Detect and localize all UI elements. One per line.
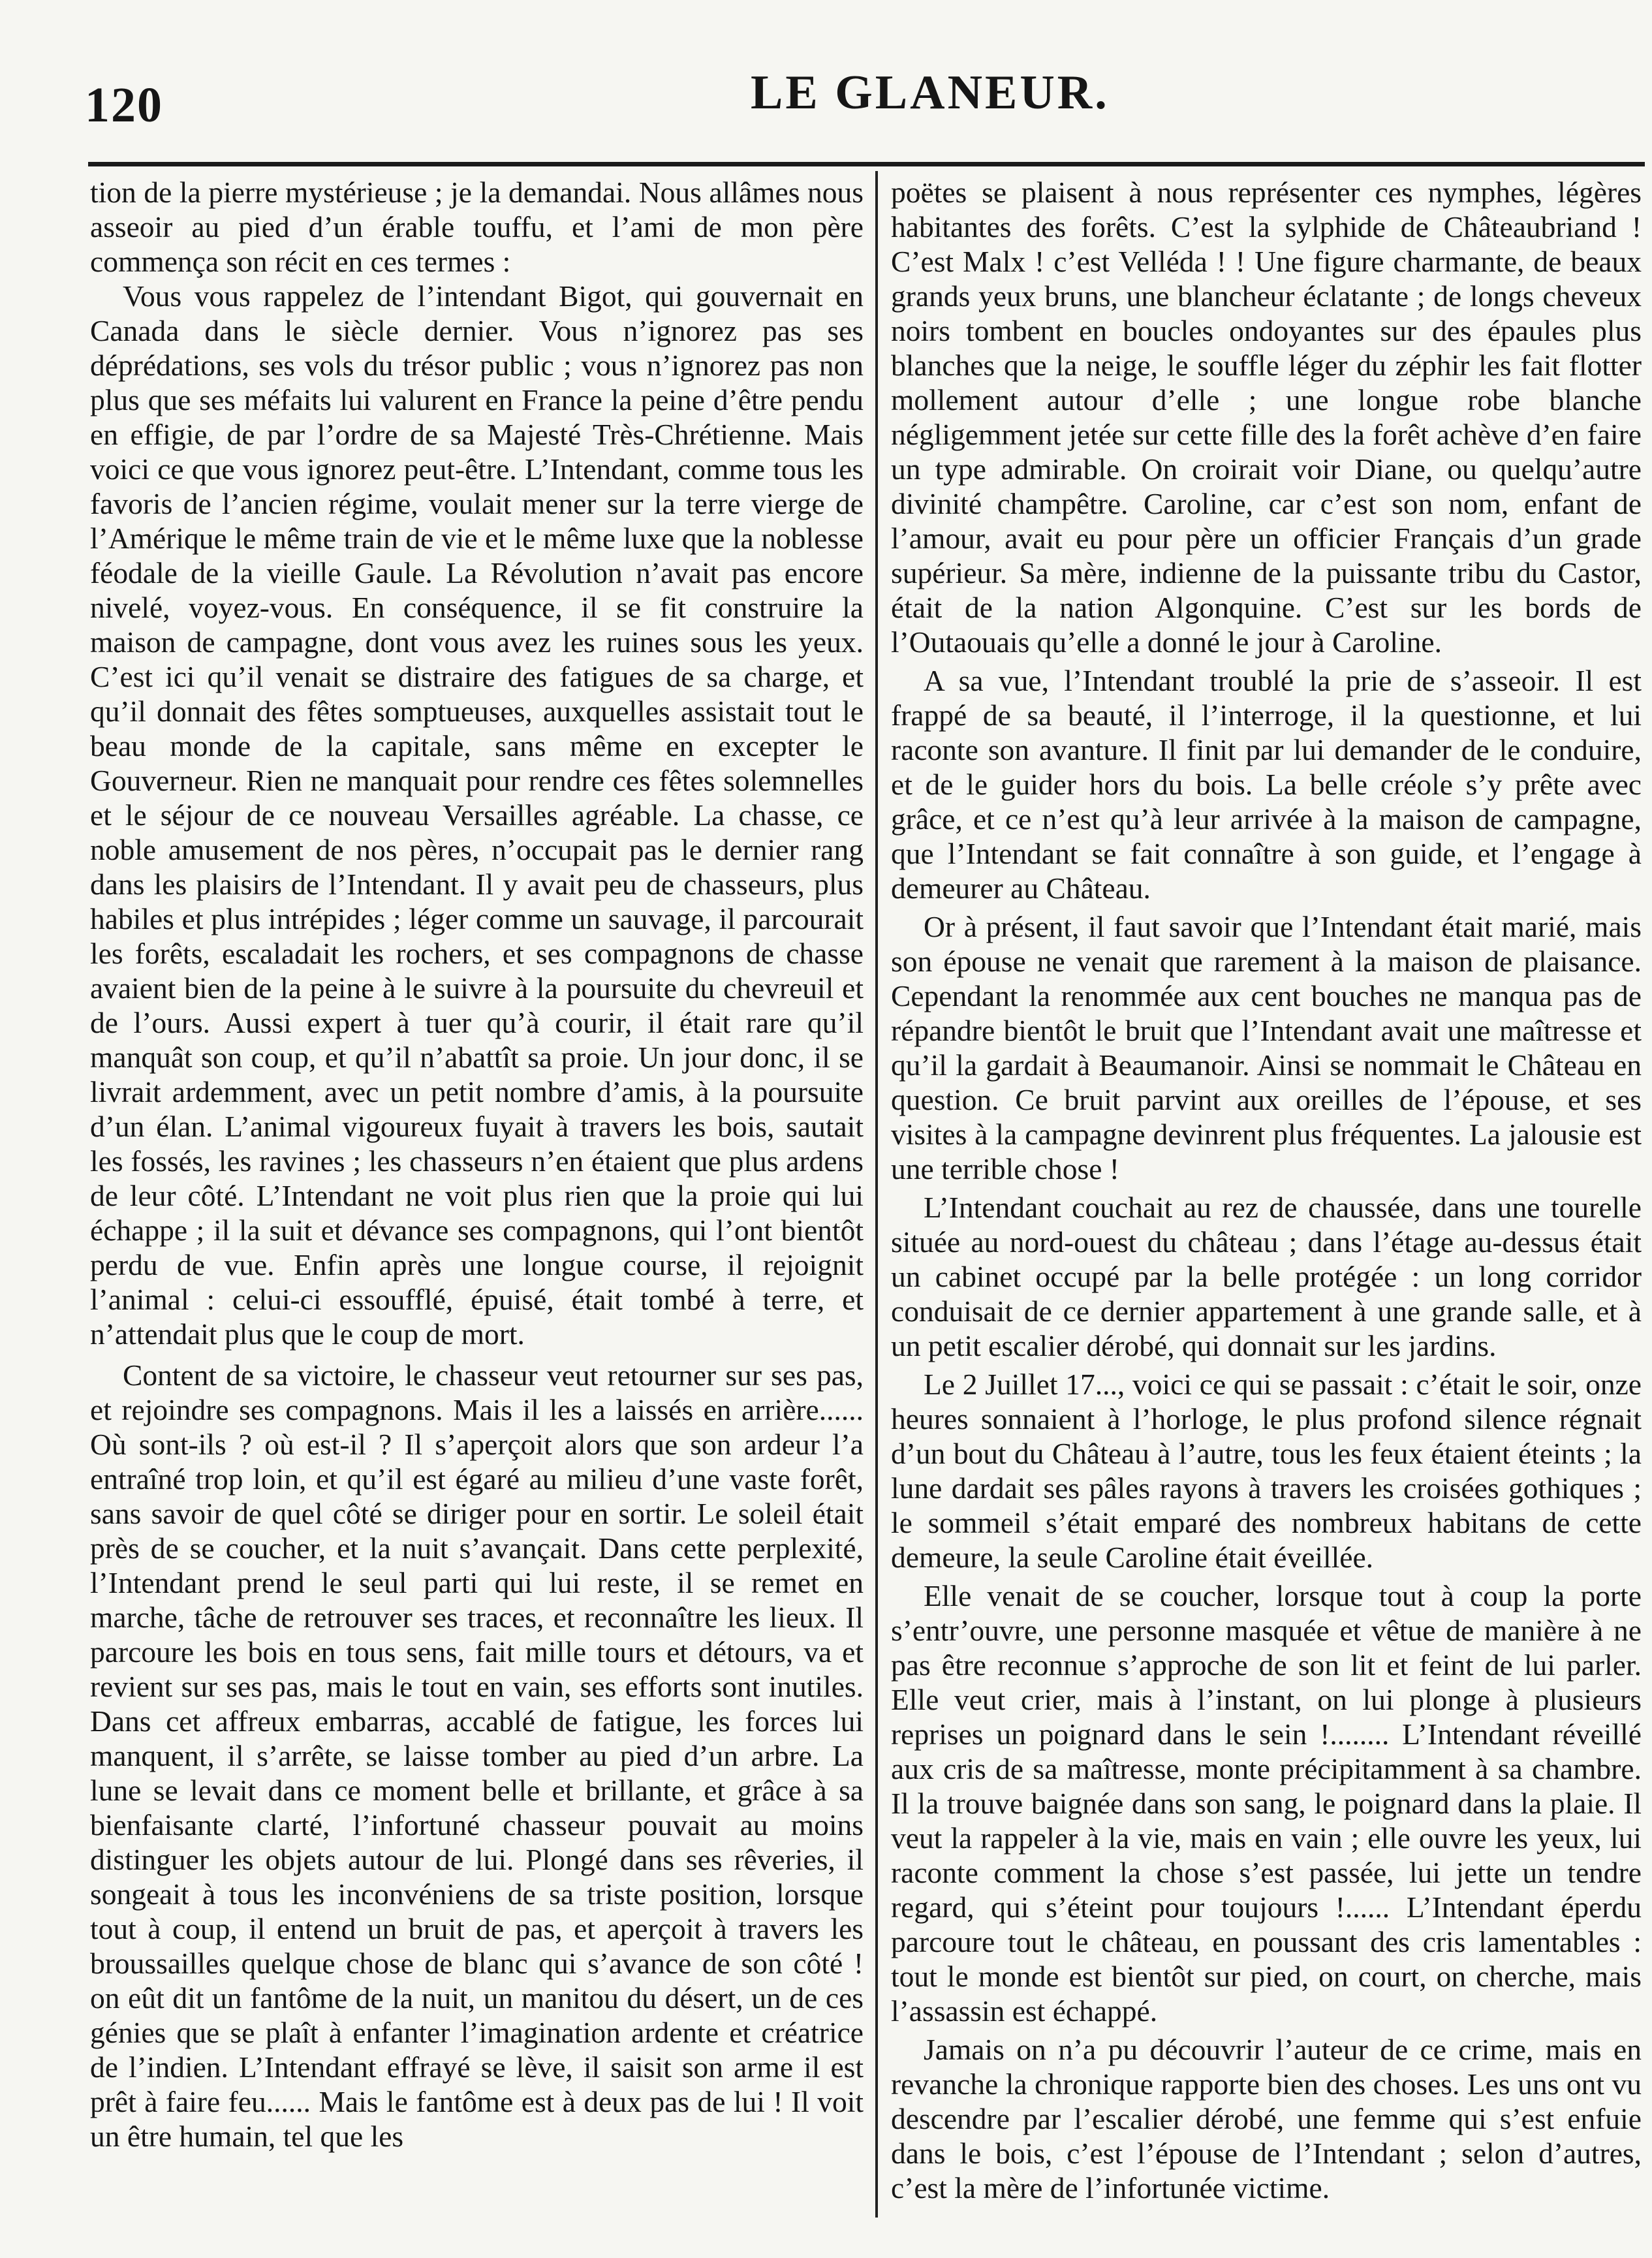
running-title: LE GLANEUR. (751, 66, 1110, 119)
paragraph-continued: tion de la pierre mystérieuse ; je la demandai. Nous allâmes nous asseoir au pied d’un érable touffu, et l’ami de mon père commença son récit en ces termes : (90, 176, 864, 278)
left-column (90, 175, 864, 2154)
page-number: 120 (85, 78, 163, 133)
paragraph: Or à présent, il faut savoir que l’Intendant était marié, mais son épouse ne venait que rarement à la maison de plaisance. Cependant la renommée aux cent bouches ne manqua pas de répandre bientôt le bruit que l’Intendant avait une maîtresse et qu’il la gardait à Beaumanoir. Ainsi se nommait le Château en question. Ce bruit parvint aux oreilles de l’épouse, et ses visites à la campagne devinrent plus fréquentes. La jalousie est une terrible chose ! (891, 910, 1642, 1185)
paragraph: Le 2 Juillet 17..., voici ce qui se passait : c’était le soir, onze heures sonnaient à l’horloge, le plus profond silence régnait d’un bout du Château à l’autre, tous les feux étaient éteints ; la lune dardait ses pâles rayons à travers les croisées gothiques ; le sommeil s’était emparé des nombreux habitans de cette demeure, la seule Caroline était éveillée. (891, 1368, 1642, 1574)
paragraph: L’Intendant couchait au rez de chaussée, dans une tourelle située au nord-ouest du château ; dans l’étage au-dessus était un cabinet occupé par la belle protégée : un long corridor conduisait de ce dernier appartement à une grande salle, et à un petit escalier dérobé, qui donnait sur les jardins. (891, 1191, 1642, 1362)
paragraph: Jamais on n’a pu découvrir l’auteur de ce crime, mais en revanche la chronique rapporte bien des choses. Les uns ont vu descendre par l’escalier dérobé, une femme qui s’est enfuie dans le bois, c’est l’épouse de l’Intendant ; selon d’autres, c’est la mère de l’infortunée victime. (891, 2033, 1642, 2204)
header-rule (88, 162, 1645, 166)
paragraph-continued: poëtes se plaisent à nous représenter ces nymphes, légères habitantes des forêts. C’est la sylphide de Châteaubriand ! C’est Malx ! c’est Velléda ! ! Une figure charmante, de beaux grands yeux bruns, une blancheur éclatante ; de longs cheveux noirs tombent en boucles ondoyantes sur des épaules plus blanches que la neige, le souffle léger du zéphir les fait flotter mollement autour d’elle ; une longue robe blanche négligemment jetée sur cette fille des la forêt achève d’en faire un type admirable. On croirait voir Diane, ou quelqu’autre divinité champêtre. Caroline, car c’est son nom, enfant de l’amour, avait eu pour père un officier Français d’un grade supérieur. Sa mère, indienne de la puissante tribu du Castor, était de la nation Algonquine. C’est sur les bords de l’Outaouais qu’elle a donné le jour à Caroline. (891, 176, 1642, 659)
paragraph: Content de sa victoire, le chasseur veut retourner sur ses pas, et rejoindre ses compagnons. Mais il les a laissés en arrière...... Où sont-ils ? où est-il ? Il s’aperçoit alors que son ardeur l’a entraîné trop loin, et qu’il est égaré au milieu d’une vaste forêt, sans savoir de quel côté se diriger pour en sortir. Le soleil était près de se coucher, et la nuit s’avançait. Dans cette perplexité, l’Intendant prend le seul parti qui lui reste, il se remet en marche, tâche de retrouver ses traces, et reconnaître les lieux. Il parcoure les bois en tous sens, fait mille tours et détours, va et revient sur ses pas, mais le tout en vain, ses efforts sont inutiles. Dans cet affreux embarras, accablé de fatigue, les forces lui manquent, il s’arrête, se laisse tomber au pied d’un arbre. La lune se levait dans ce moment belle et brillante, et grâce à sa bienfaisante clarté, l’infortuné chasseur pouvait au moins distinguer les objets autour de lui. Plongé dans ses rêveries, il songeait à tous les inconvéniens de sa triste position, lorsque tout à coup, il entend un bruit de pas, et aperçoit à travers les broussailles quelque chose de blanc qui s’avance de son côté ! on eût dit un fantôme de la nuit, un manitou du désert, un de ces génies que se plaît à enfanter l’imagination ardente et créatrice de l’indien. L’Intendant effrayé se lève, il saisit son arme il est prêt à faire feu...... Mais le fantôme est à deux pas de lui ! Il voit un être humain, tel que les (90, 1358, 864, 2153)
column-divider (875, 171, 878, 2218)
right-column (891, 175, 1642, 2205)
paragraph: Elle venait de se coucher, lorsque tout à coup la porte s’entr’ouvre, une personne masquée et vêtue de manière à ne pas être reconnue s’approche de son lit et feint de lui parler. Elle veut crier, mais à l’instant, on lui plonge à plusieurs reprises un poignard dans le sein !........ L’Intendant réveillé aux cris de sa maîtresse, monte précipitamment à sa chambre. Il la trouve baignée dans son sang, le poignard dans la plaie. Il veut la rappeler à la vie, mais en vain ; elle ouvre les yeux, lui raconte comment la chose s’est passée, lui jette un tendre regard, qui s’éteint pour toujours !...... L’Intendant éperdu parcoure tout le château, en poussant des cris lamentables : tout le monde est bientôt sur pied, on court, on cherche, mais l’assassin est échappé. (891, 1579, 1642, 2028)
paragraph: Vous vous rappelez de l’intendant Bigot, qui gouvernait en Canada dans le siècle dernier. Vous n’ignorez pas ses déprédations, ses vols du trésor public ; vous n’ignorez pas non plus que ses méfaits lui valurent en France la peine d’être pendu en effigie, de par l’ordre de sa Majesté Très-Chrétienne. Mais voici ce que vous ignorez peut-être. L’Intendant, comme tous les favoris de l’ancien régime, voulait mener sur la terre vierge de l’Amérique le même train de vie et le même luxe que la noblesse féodale de la vieille Gaule. La Révolution n’avait pas encore nivelé, voyez-vous. En conséquence, il se fit construire la maison de campagne, dont vous avez les ruines sous les yeux. C’est ici qu’il venait se distraire des fatigues de sa charge, et qu’il donnait des fêtes somptueuses, auxquelles assistait tout le beau monde de la capitale, sans même en excepter le Gouverneur. Rien ne manquait pour rendre ces fêtes solemnelles et le séjour de ce nouveau Versailles agréable. La chasse, ce noble amusement de nos pères, n’occupait pas le dernier rang dans les plaisirs de l’Intendant. Il y avait peu de chasseurs, plus habiles et plus intrépides ; léger comme un sauvage, il parcourait les forêts, escaladait les rochers, et ses compagnons de chasse avaient bien de la peine à le suivre à la poursuite du chevreuil et de l’ours. Aussi expert à tuer qu’à courir, il était rare qu’il manquât son coup, et qu’il n’abattît sa proie. Un jour donc, il se livrait ardemment, avec un petit nombre d’amis, à la poursuite d’un élan. L’animal vigoureux fuyait à travers les bois, sautait les fossés, les ravines ; les chasseurs n’en étaient que plus ardens de leur côté. L’Intendant ne voit plus rien que la proie qui lui échappe ; il la suit et dévance ses compagnons, qui l’ont bientôt perdu de vue. Enfin après une longue course, il rejoignit l’animal : celui-ci essoufflé, épuisé, était tombé à terre, et n’attendait plus que le coup de mort. (90, 279, 864, 1351)
paragraph: A sa vue, l’Intendant troublé la prie de s’asseoir. Il est frappé de sa beauté, il l’interroge, il la questionne, et lui raconte son avanture. Il finit par lui demander de le conduire, et de le guider hors du bois. La belle créole s’y prête avec grâce, et ce n’est qu’à leur arrivée à la maison de campagne, que l’Intendant se fait connaître à son guide, et l’engage à demeurer au Château. (891, 664, 1642, 905)
